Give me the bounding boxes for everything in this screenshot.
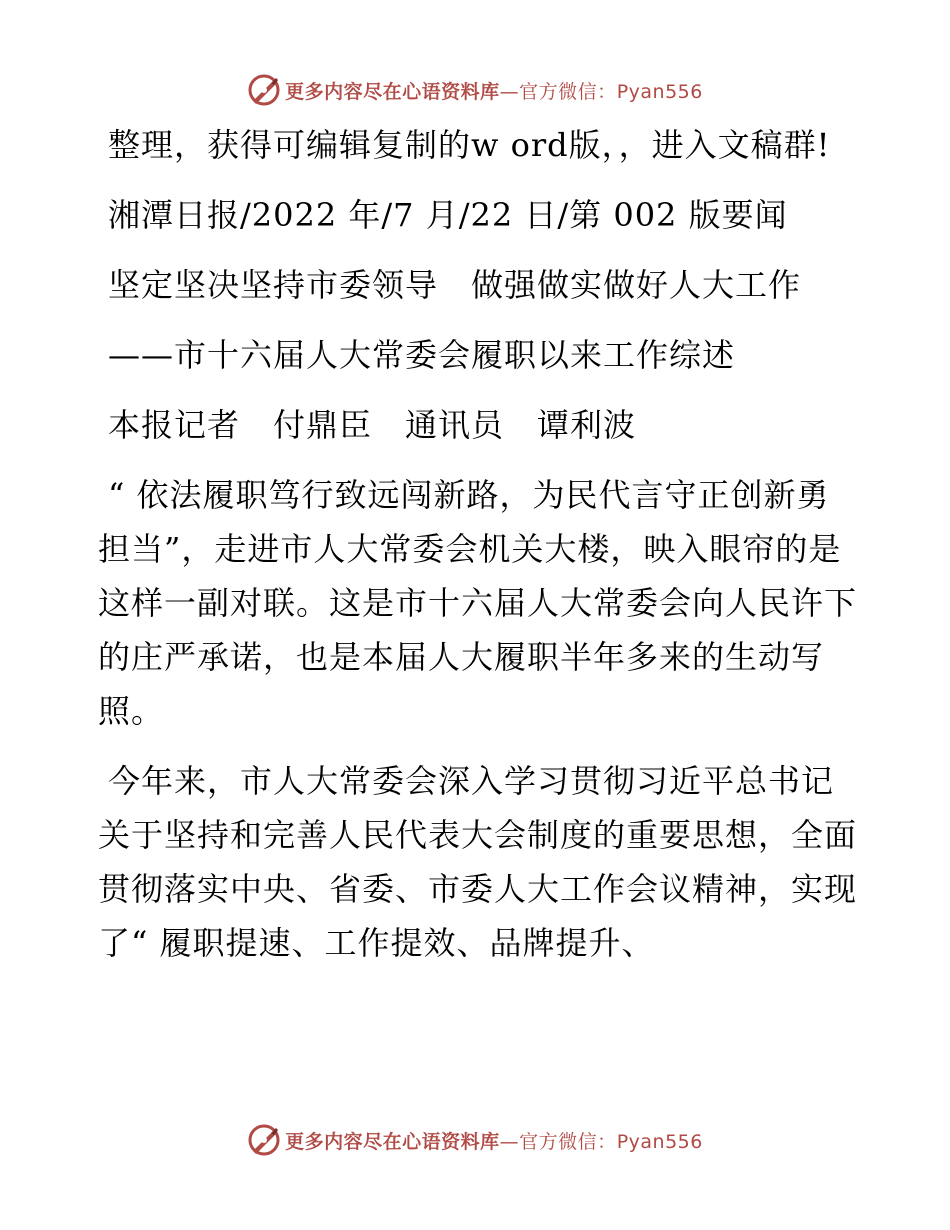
watermark-text bbox=[285, 1127, 703, 1154]
watermark-wechat-label: 官方微信： bbox=[519, 1130, 617, 1153]
watermark-site-text: 更多内容尽在心语资料库 bbox=[285, 80, 500, 103]
subheadline: ——市十六届人大常委会履职以来工作综述 bbox=[108, 336, 736, 374]
header-watermark bbox=[0, 70, 950, 110]
watermark-wechat-id: Pyan556 bbox=[616, 1130, 703, 1153]
watermark-wechat-id: Pyan556 bbox=[616, 80, 703, 103]
document-body bbox=[98, 118, 858, 970]
headline: 坚定坚决坚持市委领导 做强做实做好人大工作 bbox=[108, 266, 802, 304]
watermark-text bbox=[285, 77, 703, 104]
watermark-wechat-label: 官方微信： bbox=[519, 80, 617, 103]
intro-paragraph: 整理，获得可编辑复制的w ord版，，进入文稿群! bbox=[108, 126, 831, 164]
watermark-dash: — bbox=[499, 1130, 520, 1153]
pen-logo-icon bbox=[247, 1123, 281, 1157]
source-line: 湘潭日报/2022 年/7 月/22 日/第 002 版要闻 bbox=[108, 196, 788, 234]
body-paragraph-1: “ 依法履职笃行致远闯新路，为民代言守正创新勇担当”，走进市人大常委会机关大楼，映入眼帘的是这样一副对联。这是市十六届人大常委会向人民许下的庄严承诺，也是本届人大履职半年多来的生动写照。 bbox=[98, 476, 858, 730]
watermark-site-text: 更多内容尽在心语资料库 bbox=[285, 1130, 500, 1153]
footer-watermark bbox=[0, 1120, 950, 1160]
watermark-dash: — bbox=[499, 80, 520, 103]
pen-logo-icon bbox=[247, 73, 281, 107]
byline: 本报记者 付鼎臣 通讯员 谭利波 bbox=[108, 406, 637, 444]
body-paragraph-2: 今年来，市人大常委会深入学习贯彻习近平总书记关于坚持和完善人民代表大会制度的重要思想，全面贯彻落实中央、省委、市委人大工作会议精神，实现了“ 履职提速、工作提效、品牌提升、 bbox=[98, 762, 858, 962]
